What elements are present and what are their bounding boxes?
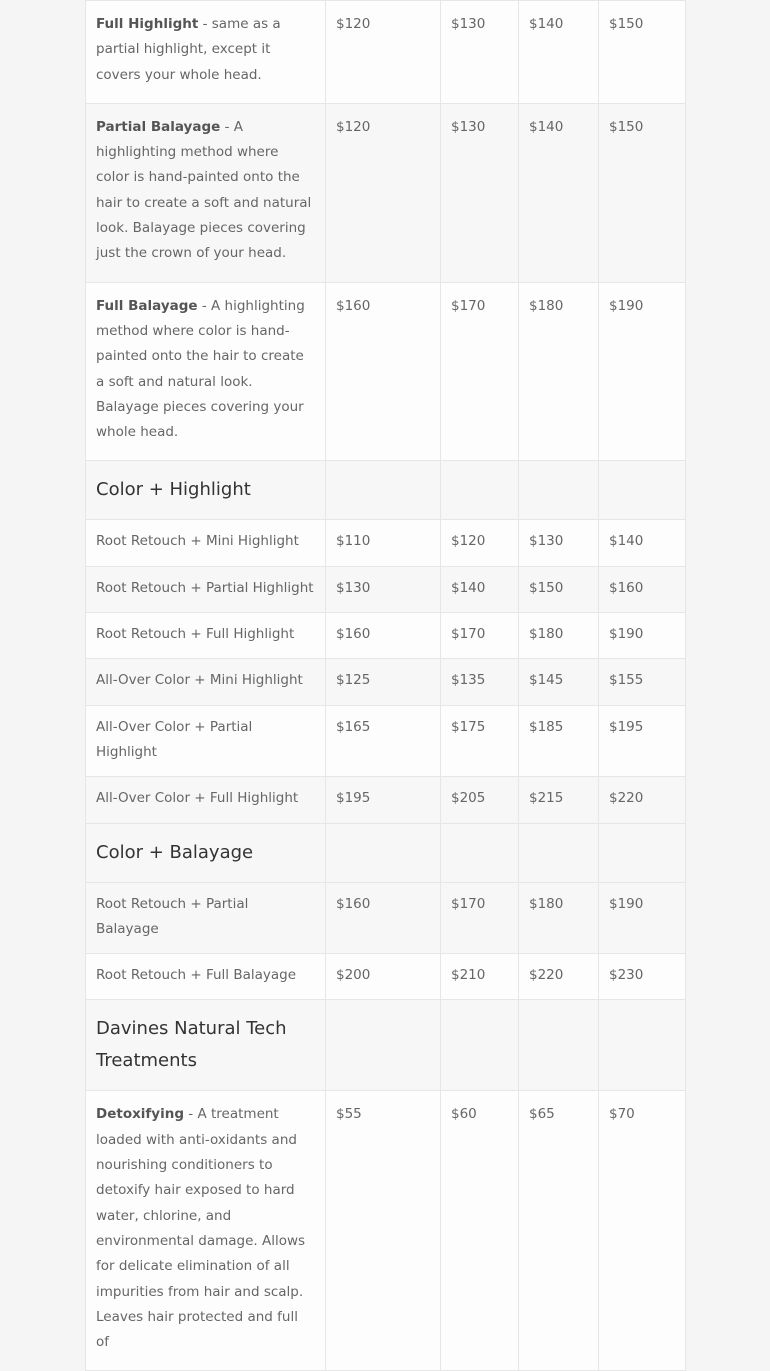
price-cell: $190: [599, 613, 686, 659]
table-row: [86, 103, 686, 282]
price-cell: $160: [326, 282, 441, 461]
price-cell: $180: [519, 613, 599, 659]
table-row: [86, 566, 686, 612]
table-row: [86, 777, 686, 823]
price-cell: $195: [599, 705, 686, 777]
price-cell: $180: [519, 882, 599, 954]
section-title-cell: [86, 461, 326, 520]
service-label: All-Over Color + Full Highlight: [86, 777, 326, 823]
price-cell: $170: [441, 613, 519, 659]
table-row: [86, 613, 686, 659]
service-label: Root Retouch + Full Balayage: [86, 954, 326, 1000]
price-cell: $150: [519, 566, 599, 612]
price-cell: $130: [441, 103, 519, 282]
price-cell: $220: [599, 777, 686, 823]
price-cell: $130: [441, 1, 519, 104]
price-cell: $145: [519, 659, 599, 705]
section-title: Color + Balayage: [96, 841, 254, 863]
service-label: All-Over Color + Partial Highlight: [86, 705, 326, 777]
price-cell: $60: [441, 1091, 519, 1371]
section-header-row: [86, 461, 686, 520]
price-cell: $160: [326, 882, 441, 954]
price-cell: $140: [599, 520, 686, 566]
price-cell: $140: [519, 1, 599, 104]
price-cell: $175: [441, 705, 519, 777]
service-label: Root Retouch + Full Highlight: [86, 613, 326, 659]
section-header-row: [86, 1000, 686, 1091]
service-label: All-Over Color + Mini Highlight: [86, 659, 326, 705]
service-label: Root Retouch + Partial Highlight: [86, 566, 326, 612]
section-header-row: [86, 823, 686, 882]
price-cell: $120: [326, 103, 441, 282]
service-name: Detoxifying: [96, 1106, 185, 1123]
price-cell: $160: [599, 566, 686, 612]
price-cell: $135: [441, 659, 519, 705]
service-name: Full Highlight: [96, 16, 199, 32]
price-cell: $170: [441, 282, 519, 461]
service-label: Root Retouch + Partial Balayage: [86, 882, 326, 954]
section-title: Davines Natural Tech Treatments: [96, 1018, 287, 1072]
price-cell: $190: [599, 282, 686, 461]
price-cell: $120: [326, 1, 441, 104]
table-row: [86, 520, 686, 566]
price-cell: $200: [326, 954, 441, 1000]
service-cell: [86, 1091, 326, 1371]
service-name: Full Balayage: [96, 297, 198, 314]
service-description: - same as a partial highlight, except it covers your whole head.: [96, 16, 281, 83]
price-cell: $170: [441, 882, 519, 954]
service-description: - A treatment loaded with anti-oxidants and nourishing conditioners to detoxify hair exposed to hard water, chlorine, and environmental damage. Allows for delicate elimination of all impurities from hair and scalp. Leaves hair protected and full of: [96, 1106, 306, 1351]
price-cell: $130: [326, 566, 441, 612]
price-cell: $130: [519, 520, 599, 566]
section-title-cell: [86, 1000, 326, 1091]
section-title-cell: [86, 823, 326, 882]
price-cell: $110: [326, 520, 441, 566]
price-cell: $155: [599, 659, 686, 705]
table-row: [86, 282, 686, 461]
price-cell: $205: [441, 777, 519, 823]
price-cell: $210: [441, 954, 519, 1000]
price-cell: $165: [326, 705, 441, 777]
price-cell: $230: [599, 954, 686, 1000]
price-cell: $125: [326, 659, 441, 705]
service-cell: [86, 103, 326, 282]
price-cell: $140: [441, 566, 519, 612]
price-cell: $120: [441, 520, 519, 566]
service-name: Partial Balayage: [96, 118, 221, 135]
price-table: [85, 0, 686, 1371]
price-cell: $55: [326, 1091, 441, 1371]
price-cell: $185: [519, 705, 599, 777]
price-cell: $150: [599, 1, 686, 104]
price-cell: $140: [519, 103, 599, 282]
price-cell: $195: [326, 777, 441, 823]
price-cell: $180: [519, 282, 599, 461]
service-cell: [86, 282, 326, 461]
table-row: [86, 1091, 686, 1371]
table-row: [86, 1, 686, 104]
price-list: [85, 0, 685, 1371]
price-cell: $215: [519, 777, 599, 823]
price-cell: $70: [599, 1091, 686, 1371]
section-title: Color + Highlight: [96, 479, 251, 501]
table-row: [86, 954, 686, 1000]
price-cell: $150: [599, 103, 686, 282]
table-row: [86, 882, 686, 954]
price-cell: $160: [326, 613, 441, 659]
table-row: [86, 659, 686, 705]
service-cell: [86, 1, 326, 104]
table-row: [86, 705, 686, 777]
service-description: - A highlighting method where color is hand-painted onto the hair to create a soft and natural look. Balayage pieces covering just the crown of your head.: [96, 118, 312, 262]
price-cell: $220: [519, 954, 599, 1000]
price-cell: $65: [519, 1091, 599, 1371]
service-description: - A highlighting method where color is hand-painted onto the hair to create a soft and natural look. Balayage pieces covering your whole head.: [96, 297, 305, 441]
service-label: Root Retouch + Mini Highlight: [86, 520, 326, 566]
price-cell: $190: [599, 882, 686, 954]
